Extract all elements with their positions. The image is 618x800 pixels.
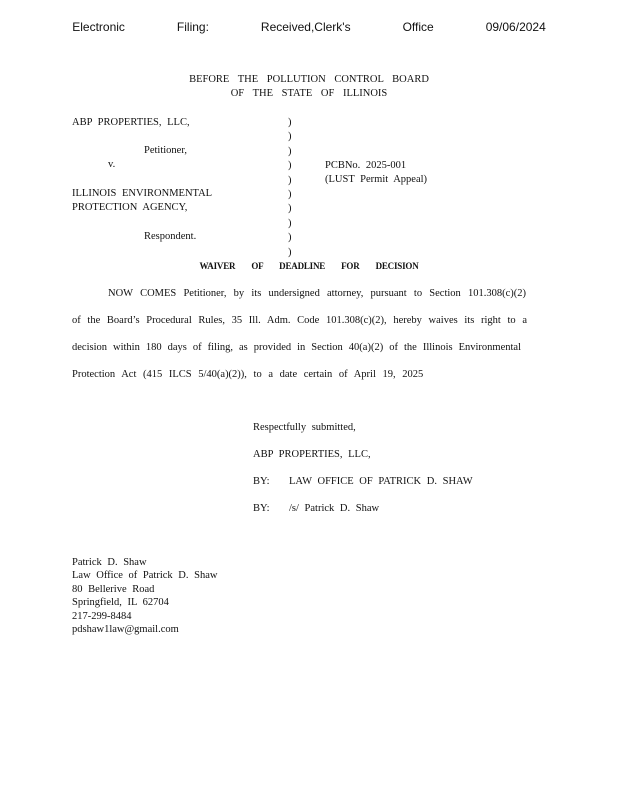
caption-paren: ): [288, 117, 292, 128]
case-info: [325, 159, 427, 187]
board-title-line-1: BEFORE THE POLLUTION CONTROL BOARD: [189, 74, 429, 85]
petitioner-name: ABP PROPERTIES, LLC,: [72, 117, 190, 128]
caption-paren: ): [288, 246, 292, 258]
body-line-4: Protection Act (415 ILCS 5/40(a)(2)), to a date certain of April 19, 2025: [72, 369, 424, 380]
body-line-3: decision within 180 days of filing, as provided in Section 40(a)(2) of the Illinois Environmental: [72, 342, 521, 353]
caption-paren: ): [288, 232, 292, 244]
respondent-name-line-2: PROTECTION AGENCY,: [72, 202, 188, 213]
board-title-line-2: OF THE STATE OF ILLINOIS: [230, 88, 388, 99]
caption-paren: ): [288, 188, 292, 200]
versus-label: v.: [108, 159, 116, 170]
caption-divider: [288, 116, 292, 260]
by-label: BY:: [253, 476, 270, 487]
caption-paren: ): [288, 217, 292, 229]
by-signature-label: BY:: [253, 503, 270, 514]
caption-paren: ): [288, 131, 292, 143]
board-title: [0, 73, 618, 101]
contact-email: pdshaw1law@gmail.com: [72, 624, 179, 636]
caption-paren: ): [288, 203, 292, 215]
body-line-1: NOW COMES Petitioner, by its undersigned attorney, pursuant to Section 101.308(c)(2): [108, 288, 526, 299]
body-line-2: of the Board’s Procedural Rules, 35 Ill. Adm. Code 101.308(c)(2), hereby waives its right to a: [72, 315, 527, 326]
case-type: (LUST Permit Appeal): [325, 174, 428, 185]
document-title: WAIVER OF DEADLINE FOR DECISION: [199, 261, 419, 271]
contact-phone: 217-299-8484: [72, 610, 132, 622]
respondent-name: [72, 187, 212, 215]
electronic-signature: /s/ Patrick D. Shaw: [289, 503, 380, 514]
contact-street: 80 Bellerive Road: [72, 583, 155, 595]
respondent-role: Respondent.: [144, 231, 197, 242]
caption-paren: ): [288, 160, 292, 172]
filing-header: Electronic Filing: Received,Clerk's Office 09/06/2024: [72, 20, 546, 34]
contact-city: Springfield, IL 62704: [72, 597, 169, 609]
caption-paren: ): [288, 145, 292, 157]
closing: Respectfully submitted,: [253, 422, 356, 433]
signing-party: ABP PROPERTIES, LLC,: [253, 449, 371, 460]
contact-firm: Law Office of Patrick D. Shaw: [72, 570, 218, 582]
signing-firm: LAW OFFICE OF PATRICK D. SHAW: [289, 476, 473, 487]
respondent-name-line-1: ILLINOIS ENVIRONMENTAL: [72, 188, 213, 199]
case-number: PCBNo. 2025-001: [325, 160, 407, 171]
petitioner-role: Petitioner,: [144, 145, 188, 156]
contact-block: [72, 556, 217, 636]
caption-paren: ): [288, 174, 292, 186]
contact-name: Patrick D. Shaw: [72, 557, 147, 568]
